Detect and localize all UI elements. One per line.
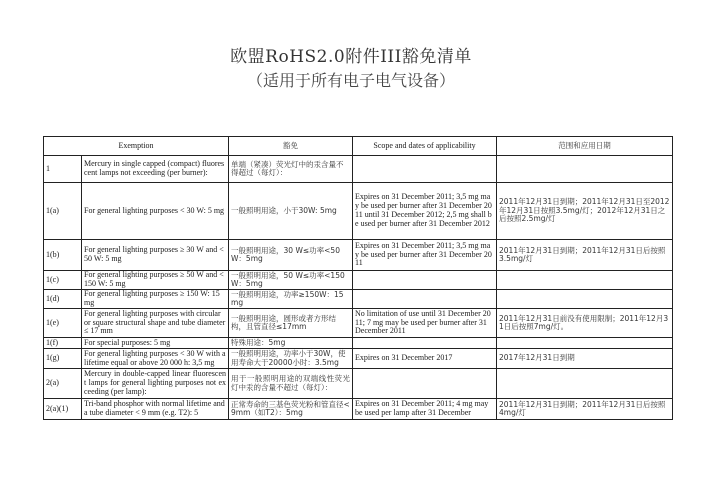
table-row bbox=[44, 338, 673, 349]
table-row bbox=[44, 309, 673, 338]
row-id: 1(f) bbox=[44, 338, 82, 349]
row-exemption-en: For general lighting purposes ≥ 150 W: 15 mg bbox=[82, 290, 229, 309]
row-id: 2(a)(1) bbox=[44, 399, 82, 420]
table-row bbox=[44, 183, 673, 240]
row-exemption-en: For general lighting purposes < 30 W: 5 mg bbox=[82, 183, 229, 240]
row-id: 1(c) bbox=[44, 271, 82, 290]
row-exemption-cn: 用于一般照明用途的双端线性荧光灯中汞的含量不超过（每灯）： bbox=[229, 369, 353, 399]
row-scope bbox=[353, 369, 497, 399]
row-id: 1(g) bbox=[44, 349, 82, 369]
row-scope: Expires on 31 December 2011; 4 mg may be used per lamp after 31 December bbox=[353, 399, 497, 420]
table-header-row bbox=[44, 137, 673, 156]
table-row bbox=[44, 156, 673, 183]
row-exemption-cn: 特殊用途：5mg bbox=[229, 338, 353, 349]
row-exemption-cn: 一般照明用途，50 W≤功率<150W：5mg bbox=[229, 271, 353, 290]
row-exemption-cn: 一般照明用途，小于30W: 5mg bbox=[229, 183, 353, 240]
table-row bbox=[44, 349, 673, 369]
row-exemption-en: Mercury in double-capped linear fluorescent lamps for general lighting purposes not exceeding (per lamp): bbox=[82, 369, 229, 399]
header-exemption: Exemption bbox=[44, 137, 229, 156]
table-row bbox=[44, 240, 673, 271]
page-subtitle: （适用于所有电子电气设备） bbox=[246, 71, 455, 90]
row-id: 1(e) bbox=[44, 309, 82, 338]
row-scope-cn bbox=[497, 369, 673, 399]
row-scope-cn bbox=[497, 290, 673, 309]
row-scope-cn bbox=[497, 156, 673, 183]
row-scope bbox=[353, 271, 497, 290]
row-scope bbox=[353, 290, 497, 309]
table-row bbox=[44, 271, 673, 290]
row-exemption-cn: 一般照明用途，功率小于30W，使用寿命大于20000小时：3.5mg bbox=[229, 349, 353, 369]
row-id: 1 bbox=[44, 156, 82, 183]
row-id: 1(d) bbox=[44, 290, 82, 309]
row-id: 2(a) bbox=[44, 369, 82, 399]
header-scope-cn: 范围和应用日期 bbox=[497, 137, 673, 156]
row-scope bbox=[353, 338, 497, 349]
row-id: 1(b) bbox=[44, 240, 82, 271]
row-scope-cn: 2011年12月31日前没有使用限制；2011年12月31日后按照7mg/灯。 bbox=[497, 309, 673, 338]
table-row bbox=[44, 290, 673, 309]
row-exemption-en: For general lighting purposes < 30 W with a lifetime equal or above 20 000 h: 3,5 mg bbox=[82, 349, 229, 369]
row-exemption-cn: 一般照明用途，功率≥150W：15mg bbox=[229, 290, 353, 309]
row-scope-cn: 2011年12月31日到期；2011年12月31日至2012年12月31日按照3.5mg/灯；2012年12月31日之后按照2.5mg/灯 bbox=[497, 183, 673, 240]
row-scope-cn bbox=[497, 338, 673, 349]
row-exemption-cn: 一般照明用途，圆形或者方形结构，且管直径≤17mm bbox=[229, 309, 353, 338]
row-scope-cn: 2011年12月31日到期；2011年12月31日后按照4mg/灯 bbox=[497, 399, 673, 420]
row-scope: Expires on 31 December 2017 bbox=[353, 349, 497, 369]
row-scope: Expires on 31 December 2011; 3,5 mg may be used per burner after 31 December 2011 bbox=[353, 240, 497, 271]
row-exemption-cn: 一般照明用途，30 W≤功率<50W：5mg bbox=[229, 240, 353, 271]
table-row bbox=[44, 399, 673, 420]
row-exemption-en: For general lighting purposes ≥ 30 W and < 50 W: 5 mg bbox=[82, 240, 229, 271]
row-scope: No limitation of use until 31 December 2011; 7 mg may be used per burner after 31 December 2011 bbox=[353, 309, 497, 338]
row-scope: Expires on 31 December 2011; 3,5 mg may be used per burner after 31 December 2011 until 31 December 2012; 2,5 mg shall be used per burner after 31 December 2012 bbox=[353, 183, 497, 240]
row-scope-cn: 2011年12月31日到期；2011年12月31日后按照3.5mg/灯 bbox=[497, 240, 673, 271]
row-exemption-en: For general lighting purposes ≥ 50 W and < 150 W: 5 mg bbox=[82, 271, 229, 290]
exemption-table bbox=[43, 136, 673, 420]
row-scope-cn bbox=[497, 271, 673, 290]
row-id: 1(a) bbox=[44, 183, 82, 240]
row-scope bbox=[353, 156, 497, 183]
header-scope: Scope and dates of applicability bbox=[353, 137, 497, 156]
row-exemption-en: Tri-band phosphor with normal lifetime and a tube diameter < 9 mm (e.g. T2): 5 bbox=[82, 399, 229, 420]
row-exemption-en: Mercury in single capped (compact) fluorescent lamps not exceeding (per burner): bbox=[82, 156, 229, 183]
page-title: 欧盟RoHS2.0附件III豁免清单 bbox=[230, 47, 472, 67]
header-exemption-cn: 豁免 bbox=[229, 137, 353, 156]
row-exemption-cn: 正常寿命的三基色荧光粉和管直径<9mm（如T2）：5mg bbox=[229, 399, 353, 420]
row-exemption-en: For special purposes: 5 mg bbox=[82, 338, 229, 349]
row-exemption-cn: 单端（紧凑）荧光灯中的汞含量不得超过（每灯）： bbox=[229, 156, 353, 183]
table-row bbox=[44, 369, 673, 399]
row-exemption-en: For general lighting purposes with circular or square structural shape and tube diameter ≤ 17 mm bbox=[82, 309, 229, 338]
row-scope-cn: 2017年12月31日到期 bbox=[497, 349, 673, 369]
